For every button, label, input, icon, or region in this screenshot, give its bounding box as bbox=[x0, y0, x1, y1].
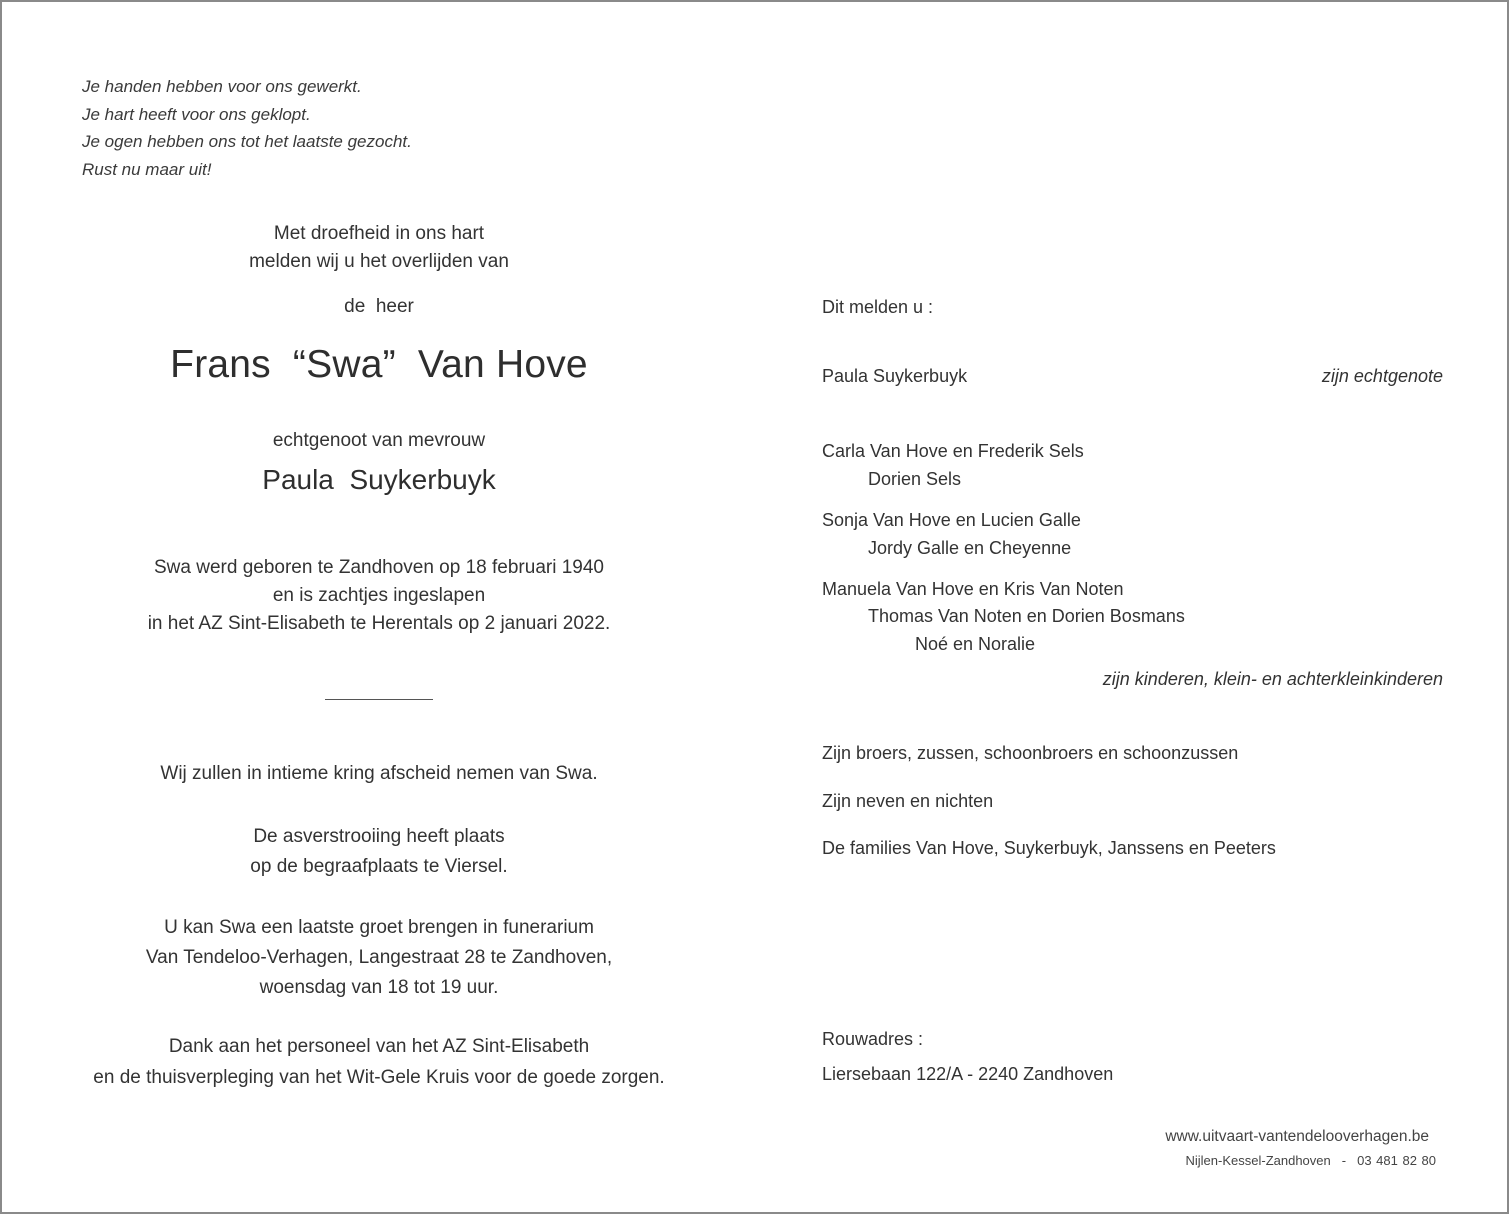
family-greatgrandchild: Noé en Noralie bbox=[915, 634, 1036, 654]
visitation-line: U kan Swa een laatste groet brengen in funerarium bbox=[164, 917, 594, 938]
honorific: de heer bbox=[344, 296, 414, 317]
website-link[interactable]: www.uitvaart-vantendelooverhagen.be bbox=[1165, 1128, 1429, 1145]
family-siblings: Zijn broers, zussen, schoonbroers en schoonzussen bbox=[822, 743, 1239, 763]
family-children-role: zijn kinderen, klein- en achterkleinkinderen bbox=[1102, 669, 1443, 689]
family-cousins: Zijn neven en nichten bbox=[822, 791, 994, 811]
family-child: Carla Van Hove en Frederik Sels bbox=[822, 441, 1084, 461]
footer-separator: - bbox=[1341, 1153, 1347, 1168]
family-child: Sonja Van Hove en Lucien Galle bbox=[822, 510, 1081, 530]
family-grandchild: Thomas Van Noten en Dorien Bosmans bbox=[868, 606, 1185, 626]
thanks-line: Dank aan het personeel van het AZ Sint-Elisabeth bbox=[168, 1036, 590, 1057]
thanks-line: en de thuisverpleging van het Wit-Gele Kruis voor de goede zorgen. bbox=[93, 1067, 665, 1088]
poem bbox=[82, 73, 412, 184]
life-dates-line: in het AZ Sint-Elisabeth te Herentals op 2 januari 2022. bbox=[147, 613, 611, 634]
intro-line: melden wij u het overlijden van bbox=[249, 251, 509, 272]
thanks-text bbox=[79, 1031, 679, 1093]
poem-line: Rust nu maar uit! bbox=[82, 160, 212, 180]
spouse-name: Paula Suykerbuyk bbox=[262, 464, 496, 495]
footer-contact bbox=[1186, 1153, 1437, 1168]
poem-line: Je hart heeft voor ons geklopt. bbox=[82, 104, 311, 124]
life-dates-line: Swa werd geboren te Zandhoven op 18 februari 1940 bbox=[154, 557, 604, 578]
address-value: Liersebaan 122/A - 2240 Zandhoven bbox=[822, 1064, 1114, 1084]
footer-locations: Nijlen-Kessel-Zandhoven bbox=[1185, 1153, 1331, 1168]
visitation-line: Van Tendeloo-Verhagen, Langestraat 28 te Zandhoven, bbox=[145, 947, 613, 968]
ashes-line: op de begraafplaats te Viersel. bbox=[250, 856, 508, 877]
family-grandchild: Dorien Sels bbox=[868, 469, 962, 489]
visitation-line: woensdag van 18 tot 19 uur. bbox=[259, 977, 499, 998]
divider bbox=[325, 699, 433, 700]
family-spouse: Paula Suykerbuyk bbox=[822, 366, 968, 386]
visitation-info bbox=[79, 913, 679, 1003]
family-families: De families Van Hove, Suykerbuyk, Janssens en Peeters bbox=[822, 838, 1276, 858]
family-grandchild: Jordy Galle en Cheyenne bbox=[868, 538, 1072, 558]
footer-phone: 03 481 82 80 bbox=[1357, 1153, 1436, 1168]
family-spouse-role: zijn echtgenote bbox=[1321, 366, 1443, 386]
ashes-scattering bbox=[79, 822, 679, 882]
address-label: Rouwadres : bbox=[822, 1029, 924, 1049]
poem-line: Je ogen hebben ons tot het laatste gezocht. bbox=[82, 132, 412, 152]
intro-line: Met droefheid in ons hart bbox=[273, 223, 485, 244]
ashes-line: De asverstrooiing heeft plaats bbox=[253, 826, 505, 847]
deceased-name: Frans “Swa” Van Hove bbox=[170, 343, 588, 386]
farewell-text: Wij zullen in intieme kring afscheid nemen van Swa. bbox=[160, 763, 598, 784]
intro-text bbox=[79, 220, 679, 276]
spouse-label: echtgenoot van mevrouw bbox=[272, 430, 486, 451]
life-dates-line: en is zachtjes ingeslapen bbox=[272, 585, 486, 606]
life-dates bbox=[79, 554, 679, 638]
family-child: Manuela Van Hove en Kris Van Noten bbox=[822, 579, 1124, 599]
family-heading: Dit melden u : bbox=[822, 297, 934, 317]
poem-line: Je handen hebben voor ons gewerkt. bbox=[82, 77, 362, 96]
